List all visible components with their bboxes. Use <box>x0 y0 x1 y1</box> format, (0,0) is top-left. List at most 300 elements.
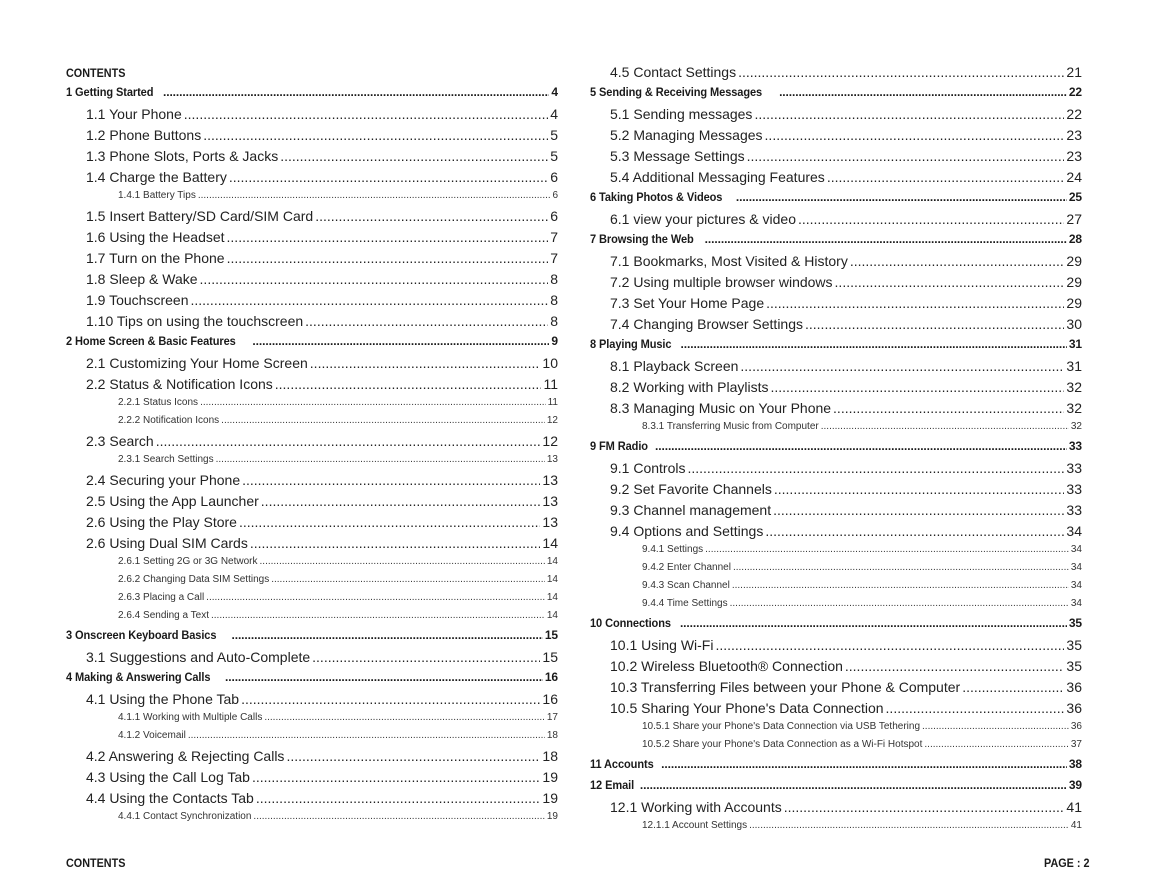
toc-entry[interactable] <box>590 721 1082 739</box>
dot-leader <box>225 670 543 684</box>
toc-entry[interactable] <box>66 169 558 190</box>
toc-entry[interactable] <box>66 148 558 169</box>
toc-entry[interactable] <box>590 562 1082 580</box>
dot-leader <box>740 358 1064 374</box>
dot-leader <box>203 127 548 143</box>
toc-entry-title: 1.4.1 Battery Tips <box>118 190 196 201</box>
toc-entry-title: 1.9 Touchscreen <box>86 292 189 308</box>
toc-entry-page: 14 <box>546 610 558 621</box>
toc-entry-page: 8 <box>550 271 558 287</box>
dot-leader <box>184 106 548 122</box>
toc-entry-page: 35 <box>1068 616 1082 630</box>
toc-entry[interactable] <box>590 598 1082 616</box>
dot-leader <box>252 334 549 348</box>
toc-entry-page: 19 <box>542 769 558 785</box>
toc-entry[interactable] <box>590 253 1082 274</box>
toc-entry-title: 1.6 Using the Headset <box>86 229 225 245</box>
toc-entry[interactable] <box>590 316 1082 337</box>
toc-entry-page: 8 <box>550 313 558 329</box>
dot-leader <box>241 691 540 707</box>
toc-entry[interactable] <box>66 190 558 208</box>
dot-leader <box>252 769 540 785</box>
toc-entry-title: 12 Email <box>590 778 635 792</box>
page-header: CONTENTS <box>66 66 126 80</box>
dot-leader <box>190 292 548 308</box>
toc-entry-page: 32 <box>1066 379 1082 395</box>
dot-leader <box>229 169 548 185</box>
toc-entry-title: 2.4 Securing your Phone <box>86 472 241 488</box>
toc-entry-page: 22 <box>1068 85 1082 99</box>
toc-entry[interactable] <box>66 415 558 433</box>
toc-entry[interactable] <box>590 232 1082 253</box>
toc-entry-page: 35 <box>1066 658 1082 674</box>
toc-entry-page: 36 <box>1066 700 1082 716</box>
toc-entry-page: 32 <box>1070 421 1082 432</box>
dot-leader <box>271 574 545 585</box>
toc-entry[interactable] <box>66 433 558 454</box>
toc-entry[interactable] <box>590 211 1082 232</box>
dot-leader <box>261 493 541 509</box>
toc-entry-title: 7.3 Set Your Home Page <box>610 295 765 311</box>
toc-entry-page: 15 <box>544 628 558 642</box>
toc-entry-title: 4 Making & Answering Calls <box>66 670 211 684</box>
toc-entry-title: 10.5 Sharing Your Phone's Data Connection <box>610 700 884 716</box>
toc-entry[interactable] <box>590 127 1082 148</box>
toc-entry[interactable] <box>66 769 558 790</box>
dot-leader <box>188 730 545 741</box>
toc-entry-page: 18 <box>542 748 558 764</box>
toc-entry-title: 2.2 Status & Notification Icons <box>86 376 273 392</box>
dot-leader <box>845 658 1065 674</box>
dot-leader <box>315 208 548 224</box>
toc-entry-page: 4 <box>551 85 558 99</box>
toc-entry[interactable] <box>590 295 1082 316</box>
dot-leader <box>738 64 1064 80</box>
toc-entry[interactable] <box>590 580 1082 598</box>
toc-entry-title: 1.4 Charge the Battery <box>86 169 227 185</box>
toc-entry-title: 1.7 Turn on the Phone <box>86 250 225 266</box>
toc-entry-page: 5 <box>550 127 558 143</box>
toc-entry[interactable] <box>66 313 558 334</box>
toc-entry-page: 17 <box>546 712 558 723</box>
dot-leader <box>260 556 545 567</box>
dot-leader <box>231 628 542 642</box>
dot-leader <box>784 799 1065 815</box>
toc-entry-page: 36 <box>1070 721 1082 732</box>
toc-entry-title: 4.1.1 Working with Multiple Calls <box>118 712 263 723</box>
dot-leader <box>754 106 1064 122</box>
toc-entry-title: 4.4.1 Contact Synchronization <box>118 811 252 822</box>
toc-entry-page: 27 <box>1066 211 1082 227</box>
toc-entry-title: 9.4.4 Time Settings <box>642 598 728 609</box>
toc-entry-page: 34 <box>1070 562 1082 573</box>
toc-entry-page: 19 <box>546 811 558 822</box>
toc-entry[interactable] <box>66 790 558 811</box>
toc-entry-page: 10 <box>542 355 558 371</box>
toc-entry-title: 2.2.1 Status Icons <box>118 397 199 408</box>
dot-leader <box>242 472 540 488</box>
toc-entry-title: 1.5 Insert Battery/SD Card/SIM Card <box>86 208 314 224</box>
toc-entry[interactable] <box>66 493 558 514</box>
toc-entry-page: 37 <box>1070 739 1082 750</box>
toc-entry-title: 8.3.1 Transferring Music from Computer <box>642 421 819 432</box>
dot-leader <box>730 598 1069 609</box>
toc-entry[interactable] <box>66 574 558 592</box>
toc-entry-title: 9.4.3 Scan Channel <box>642 580 730 591</box>
dot-leader <box>264 712 545 723</box>
toc-entry-page: 6 <box>550 169 558 185</box>
toc-entry-page: 23 <box>1066 127 1082 143</box>
dot-leader <box>827 169 1065 185</box>
toc-entry-title: 8.1 Playback Screen <box>610 358 739 374</box>
toc-entry[interactable] <box>590 799 1082 820</box>
toc-entry-title: 12.1 Working with Accounts <box>610 799 782 815</box>
dot-leader <box>835 274 1065 290</box>
toc-entry[interactable] <box>590 739 1082 757</box>
toc-column-left <box>66 85 558 829</box>
toc-entry-page: 6 <box>552 190 558 201</box>
toc-entry[interactable] <box>590 460 1082 481</box>
dot-leader <box>962 679 1064 695</box>
dot-leader <box>774 481 1065 497</box>
toc-entry-page: 36 <box>1066 679 1082 695</box>
toc-entry[interactable] <box>590 106 1082 127</box>
toc-entry[interactable] <box>590 757 1082 778</box>
dot-leader <box>687 460 1064 476</box>
toc-entry-page: 34 <box>1070 544 1082 555</box>
toc-entry-title: 7.4 Changing Browser Settings <box>610 316 803 332</box>
toc-entry[interactable] <box>66 127 558 148</box>
toc-entry[interactable] <box>66 514 558 535</box>
toc-entry[interactable] <box>66 229 558 250</box>
dot-leader <box>680 616 1067 630</box>
toc-entry[interactable] <box>66 649 558 670</box>
toc-entry-title: 4.1.2 Voicemail <box>118 730 186 741</box>
toc-entry-title: 4.3 Using the Call Log Tab <box>86 769 250 785</box>
toc-entry-page: 41 <box>1066 799 1082 815</box>
dot-leader <box>200 271 549 287</box>
toc-entry-page: 29 <box>1066 253 1082 269</box>
toc-entry[interactable] <box>66 556 558 574</box>
dot-leader <box>256 790 541 806</box>
toc-entry-page: 16 <box>542 691 558 707</box>
dot-leader <box>280 148 548 164</box>
dot-leader <box>798 211 1064 227</box>
toc-entry-page: 15 <box>542 649 558 665</box>
toc-entry[interactable] <box>66 292 558 313</box>
toc-entry-title: 10.1 Using Wi-Fi <box>610 637 714 653</box>
dot-leader <box>661 757 1067 771</box>
toc-entry-page: 16 <box>544 670 558 684</box>
toc-entry[interactable] <box>66 730 558 748</box>
toc-entry[interactable] <box>66 334 558 355</box>
toc-entry-page: 13 <box>546 454 558 465</box>
toc-entry[interactable] <box>590 358 1082 379</box>
dot-leader <box>886 700 1065 716</box>
toc-entry-title: 10.5.1 Share your Phone's Data Connection via USB Tethering <box>642 721 921 732</box>
dot-leader <box>705 232 1067 246</box>
toc-entry-title: 2.6.3 Placing a Call <box>118 592 205 603</box>
dot-leader <box>833 400 1064 416</box>
toc-entry-page: 33 <box>1066 460 1082 476</box>
toc-entry-page: 29 <box>1066 274 1082 290</box>
toc-entry[interactable] <box>590 148 1082 169</box>
toc-entry[interactable] <box>590 169 1082 190</box>
toc-entry[interactable] <box>590 679 1082 700</box>
toc-entry[interactable] <box>66 454 558 472</box>
toc-entry[interactable] <box>590 820 1082 838</box>
toc-entry-page: 13 <box>542 472 558 488</box>
toc-entry-title: 2.1 Customizing Your Home Screen <box>86 355 308 371</box>
toc-entry-page: 25 <box>1068 190 1082 204</box>
toc-entry-title: 1.2 Phone Buttons <box>86 127 202 143</box>
toc-entry[interactable] <box>66 250 558 271</box>
toc-entry-page: 28 <box>1068 232 1082 246</box>
toc-entry-title: 2.6.1 Setting 2G or 3G Network <box>118 556 258 567</box>
dot-leader <box>227 229 549 245</box>
dot-leader <box>766 295 1064 311</box>
page-number: PAGE : 2 <box>1043 856 1089 870</box>
dot-leader <box>715 637 1064 653</box>
toc-entry-page: 34 <box>1070 580 1082 591</box>
toc-entry[interactable] <box>66 85 558 106</box>
toc-entry[interactable] <box>66 106 558 127</box>
dot-leader <box>732 580 1069 591</box>
toc-entry-title: 5.3 Message Settings <box>610 148 745 164</box>
toc-entry-page: 19 <box>542 790 558 806</box>
dot-leader <box>312 649 540 665</box>
toc-entry-page: 38 <box>1068 757 1082 771</box>
toc-entry-title: 8 Playing Music <box>590 337 672 351</box>
toc-entry-title: 7 Browsing the Web <box>590 232 694 246</box>
toc-entry-title: 2.5 Using the App Launcher <box>86 493 259 509</box>
toc-entry[interactable] <box>66 691 558 712</box>
dot-leader <box>640 778 1067 792</box>
toc-entry[interactable] <box>590 337 1082 358</box>
toc-entry-title: 4.4 Using the Contacts Tab <box>86 790 254 806</box>
dot-leader <box>286 748 540 764</box>
toc-entry[interactable] <box>66 748 558 769</box>
toc-entry-title: 6 Taking Photos & Videos <box>590 190 723 204</box>
toc-entry[interactable] <box>66 397 558 415</box>
toc-entry[interactable] <box>590 85 1082 106</box>
dot-leader <box>239 514 540 530</box>
toc-entry-page: 6 <box>550 208 558 224</box>
toc-entry[interactable] <box>66 472 558 493</box>
toc-entry-title: 6.1 view your pictures & video <box>610 211 796 227</box>
toc-entry-page: 33 <box>1066 502 1082 518</box>
dot-leader <box>821 421 1069 432</box>
toc-entry[interactable] <box>590 481 1082 502</box>
toc-entry-page: 9 <box>551 334 558 348</box>
toc-entry-title: 10.5.2 Share your Phone's Data Connection as a Wi-Fi Hotspot <box>642 739 923 750</box>
dot-leader <box>765 127 1065 143</box>
toc-entry-title: 3.1 Suggestions and Auto-Complete <box>86 649 311 665</box>
toc-entry-title: 2 Home Screen & Basic Features <box>66 334 236 348</box>
toc-entry[interactable] <box>66 811 558 829</box>
toc-entry[interactable] <box>66 535 558 556</box>
footer-title: CONTENTS <box>66 856 126 870</box>
toc-entry-page: 13 <box>542 493 558 509</box>
toc-entry-page: 5 <box>550 148 558 164</box>
toc-entry-title: 9.1 Controls <box>610 460 686 476</box>
toc-entry-title: 2.6 Using Dual SIM Cards <box>86 535 248 551</box>
toc-entry-title: 3 Onscreen Keyboard Basics <box>66 628 217 642</box>
toc-entry-title: 7.1 Bookmarks, Most Visited & History <box>610 253 848 269</box>
toc-entry-title: 1.10 Tips on using the touchscreen <box>86 313 304 329</box>
dot-leader <box>305 313 548 329</box>
toc-entry-title: 2.3 Search <box>86 433 154 449</box>
toc-entry[interactable] <box>66 712 558 730</box>
toc-entry-title: 5 Sending & Receiving Messages <box>590 85 763 99</box>
dot-leader <box>156 433 541 449</box>
dot-leader <box>221 415 545 426</box>
toc-entry-page: 7 <box>550 250 558 266</box>
toc-entry-page: 32 <box>1066 400 1082 416</box>
toc-entry-title: 9 FM Radio <box>590 439 648 453</box>
toc-entry[interactable] <box>590 190 1082 211</box>
toc-entry-page: 14 <box>546 574 558 585</box>
toc-entry-page: 13 <box>542 514 558 530</box>
dot-leader <box>211 610 545 621</box>
dot-leader <box>310 355 541 371</box>
toc-entry-page: 33 <box>1068 439 1082 453</box>
dot-leader <box>773 502 1064 518</box>
toc-entry-title: 1.8 Sleep & Wake <box>86 271 198 287</box>
toc-entry-title: 5.1 Sending messages <box>610 106 753 122</box>
toc-entry-title: 1.3 Phone Slots, Ports & Jacks <box>86 148 279 164</box>
toc-entry-page: 14 <box>546 556 558 567</box>
toc-entry[interactable] <box>590 658 1082 679</box>
toc-entry-title: 1.1 Your Phone <box>86 106 182 122</box>
dot-leader <box>253 811 544 822</box>
toc-entry[interactable] <box>66 592 558 610</box>
toc-entry-title: 9.4.1 Settings <box>642 544 704 555</box>
toc-entry-title: 9.2 Set Favorite Channels <box>610 481 772 497</box>
toc-entry[interactable] <box>590 700 1082 721</box>
dot-leader <box>227 250 549 266</box>
toc-entry[interactable] <box>590 439 1082 460</box>
toc-entry-page: 33 <box>1066 481 1082 497</box>
dot-leader <box>200 397 546 408</box>
toc-entry[interactable] <box>590 523 1082 544</box>
toc-entry-page: 12 <box>542 433 558 449</box>
toc-entry[interactable] <box>590 64 1082 85</box>
toc-column-right <box>590 64 1082 838</box>
toc-entry[interactable] <box>66 355 558 376</box>
dot-leader <box>749 820 1069 831</box>
toc-entry[interactable] <box>590 379 1082 400</box>
toc-entry-title: 2.3.1 Search Settings <box>118 454 214 465</box>
toc-entry-title: 7.2 Using multiple browser windows <box>610 274 833 290</box>
dot-leader <box>850 253 1065 269</box>
toc-entry-title: 5.2 Managing Messages <box>610 127 763 143</box>
dot-leader <box>805 316 1064 332</box>
toc-entry[interactable] <box>590 400 1082 421</box>
toc-entry-title: 4.1 Using the Phone Tab <box>86 691 240 707</box>
toc-entry[interactable] <box>590 274 1082 295</box>
dot-leader <box>250 535 541 551</box>
toc-entry-title: 12.1.1 Account Settings <box>642 820 748 831</box>
toc-entry-page: 35 <box>1066 637 1082 653</box>
toc-entry-page: 24 <box>1066 169 1082 185</box>
toc-entry-title: 8.3 Managing Music on Your Phone <box>610 400 832 416</box>
toc-entry[interactable] <box>66 208 558 229</box>
toc-entry-page: 14 <box>542 535 558 551</box>
toc-entry-title: 9.4.2 Enter Channel <box>642 562 731 573</box>
toc-entry-title: 2.2.2 Notification Icons <box>118 415 220 426</box>
toc-entry[interactable] <box>590 544 1082 562</box>
toc-entry[interactable] <box>590 616 1082 637</box>
dot-leader <box>924 739 1068 750</box>
toc-entry-page: 34 <box>1070 598 1082 609</box>
toc-entry-page: 11 <box>547 397 558 408</box>
toc-entry[interactable] <box>66 670 558 691</box>
toc-entry-page: 34 <box>1066 523 1082 539</box>
dot-leader <box>779 85 1067 99</box>
toc-entry-title: 8.2 Working with Playlists <box>610 379 769 395</box>
toc-entry[interactable] <box>66 271 558 292</box>
dot-leader <box>206 592 545 603</box>
toc-entry-page: 11 <box>543 376 558 392</box>
toc-entry-title: 2.6 Using the Play Store <box>86 514 237 530</box>
toc-entry-title: 5.4 Additional Messaging Features <box>610 169 825 185</box>
toc-entry-page: 30 <box>1066 316 1082 332</box>
dot-leader <box>770 379 1064 395</box>
toc-entry-title: 11 Accounts <box>590 757 654 771</box>
dot-leader <box>747 148 1065 164</box>
toc-entry-page: 8 <box>550 292 558 308</box>
toc-entry-page: 4 <box>550 106 558 122</box>
toc-entry-title: 9.4 Options and Settings <box>610 523 764 539</box>
toc-entry-page: 31 <box>1066 358 1082 374</box>
toc-entry-title: 4.2 Answering & Rejecting Calls <box>86 748 285 764</box>
toc-entry-title: 4.5 Contact Settings <box>610 64 737 80</box>
toc-entry[interactable] <box>66 376 558 397</box>
dot-leader <box>163 85 549 99</box>
toc-entry-page: 14 <box>546 592 558 603</box>
toc-entry-page: 12 <box>546 415 558 426</box>
toc-entry-title: 10.2 Wireless Bluetooth® Connection <box>610 658 843 674</box>
toc-entry[interactable] <box>590 421 1082 439</box>
dot-leader <box>922 721 1069 732</box>
dot-leader <box>275 376 542 392</box>
toc-entry-page: 29 <box>1066 295 1082 311</box>
toc-entry-title: 1 Getting Started <box>66 85 154 99</box>
toc-entry-title: 10.3 Transferring Files between your Phone & Computer <box>610 679 961 695</box>
toc-entry-page: 31 <box>1068 337 1082 351</box>
dot-leader <box>733 562 1069 573</box>
toc-entry-title: 2.6.2 Changing Data SIM Settings <box>118 574 270 585</box>
toc-entry[interactable] <box>590 778 1082 799</box>
toc-entry-title: 10 Connections <box>590 616 671 630</box>
toc-entry-page: 7 <box>550 229 558 245</box>
toc-entry-page: 23 <box>1066 148 1082 164</box>
toc-entry[interactable] <box>590 502 1082 523</box>
toc-entry-page: 22 <box>1066 106 1082 122</box>
toc-entry-title: 2.6.4 Sending a Text <box>118 610 209 621</box>
dot-leader <box>736 190 1067 204</box>
toc-entry[interactable] <box>66 610 558 628</box>
toc-entry-page: 41 <box>1070 820 1082 831</box>
toc-entry-page: 21 <box>1066 64 1082 80</box>
toc-entry-page: 18 <box>546 730 558 741</box>
toc-entry[interactable] <box>590 637 1082 658</box>
toc-entry[interactable] <box>66 628 558 649</box>
toc-entry-page: 39 <box>1068 778 1082 792</box>
dot-leader <box>705 544 1069 555</box>
dot-leader <box>198 190 551 201</box>
